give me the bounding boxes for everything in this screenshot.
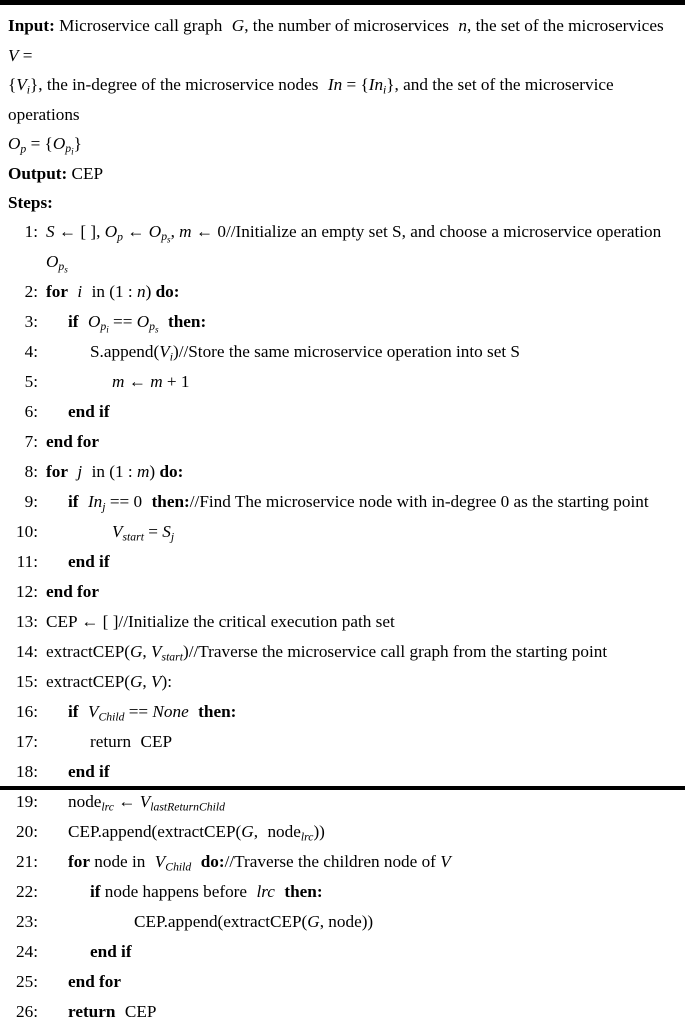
step-text: for node in $V_{Child}$ do://Traverse the children node of V [68, 852, 451, 874]
step-continuation-row [0, 247, 685, 277]
step-text: end for [46, 582, 99, 601]
step-number: 24: [16, 942, 38, 961]
step-number: 21: [16, 852, 38, 871]
step-row [0, 967, 685, 997]
step-text: CEP.append(extractCEP(G, node$_{lrc}$)) [68, 822, 325, 844]
step-number: 6: [24, 402, 38, 421]
step-text: $V_{start} = S_j$ [112, 522, 175, 544]
step-text: if $V_{Child}$ == None then: [68, 702, 237, 724]
step-text: end for [68, 972, 121, 991]
step-text: end if [68, 402, 110, 421]
bottom-rule [0, 786, 685, 790]
step-number: 22: [16, 882, 38, 901]
output-line [8, 159, 675, 189]
step-row [0, 667, 685, 697]
step-text: node$_{lrc}$ ← $V_{lastReturnChild}$ [68, 792, 225, 814]
input-line-continued-2: $O_p = \{O_{p_i}\}$ [8, 134, 82, 157]
step-row [0, 397, 685, 427]
step-row [0, 697, 685, 727]
step-text: if $O_{p_i} == O_{p_s}$ then: [68, 312, 207, 335]
step-row [0, 487, 685, 517]
step-text: m ← m + 1 [112, 372, 190, 391]
input-line-continued-1: $\{V_i\}$, the in-degree of the microservice nodes $In = \{In_i\}$, and the set of the microservice operations [8, 75, 614, 124]
step-row [0, 277, 685, 307]
step-text: if node happens before lrc then: [90, 882, 323, 901]
step-number: 14: [16, 642, 38, 661]
step-row [0, 637, 685, 667]
step-row [0, 847, 685, 877]
step-row [0, 937, 685, 967]
step-row [0, 307, 685, 337]
step-row [0, 787, 685, 817]
step-number: 15: [16, 672, 38, 691]
step-number: 3: [24, 312, 38, 331]
input-line: Input: Microservice call graph G, the number of microservices n, the set of the microservices V = [8, 16, 668, 65]
step-text: for i in (1 : n) do: [46, 282, 180, 301]
step-text: for j in (1 : m) do: [46, 462, 184, 481]
step-number: 4: [24, 342, 38, 361]
step-number: 18: [16, 762, 38, 781]
step-number: 1: [24, 222, 38, 241]
step-text: $S.append(V_i)/$/Store the same microservice operation into set S [90, 342, 520, 364]
step-row [0, 757, 685, 787]
step-row [0, 907, 685, 937]
step-row [0, 817, 685, 847]
step-text: CEP ← [ ]//Initialize the critical execution path set [46, 612, 395, 631]
step-number: 7: [24, 432, 38, 451]
step-row [0, 427, 685, 457]
algorithm-header [0, 5, 685, 188]
step-number: 2: [24, 282, 38, 301]
step-row [0, 547, 685, 577]
step-text: S ← [ ], $O_p$ ← $O_{p_s}$, m ← 0//Initialize an empty set S, and choose a microservice operation [46, 222, 662, 245]
step-number: 10: [16, 522, 38, 541]
step-text: if $In_j == 0$ then://Find The microservice node with in-degree 0 as the starting point [68, 492, 649, 514]
step-number: 19: [16, 792, 38, 811]
steps-label: Steps: [8, 193, 53, 212]
step-row [0, 457, 685, 487]
step-text: end if [90, 942, 132, 961]
step-number: 9: [24, 492, 38, 511]
step-number: 11: [16, 552, 38, 571]
step-continuation-gutter [0, 247, 46, 277]
step-row [0, 727, 685, 757]
step-continuation-text: $O_{p_s}$ [46, 252, 68, 275]
steps-list [0, 217, 685, 1027]
step-text: end if [68, 552, 110, 571]
step-row [0, 337, 685, 367]
output-label: Output: [8, 163, 68, 183]
output-value: CEP [71, 163, 104, 183]
step-row [0, 217, 685, 247]
step-number: 8: [24, 462, 38, 481]
step-row [0, 517, 685, 547]
step-row [0, 367, 685, 397]
step-text: end if [68, 762, 110, 781]
step-text: return CEP [90, 732, 173, 751]
step-row [0, 877, 685, 907]
step-number: 17: [16, 732, 38, 751]
step-number: 20: [16, 822, 38, 841]
step-text: end for [46, 432, 99, 451]
step-text: extractCEP(G, $V_{start})/$/Traverse the microservice call graph from the starting point [46, 642, 608, 664]
step-row [0, 577, 685, 607]
step-row [0, 607, 685, 637]
step-text: CEP.append(extractCEP(G, node)) [134, 912, 374, 931]
step-number: 5: [24, 372, 38, 391]
input-label: Input: [8, 16, 55, 35]
step-number: 16: [16, 702, 38, 721]
step-number: 26: [16, 1002, 38, 1021]
step-number: 12: [16, 582, 38, 601]
step-number: 23: [16, 912, 38, 931]
step-number: 13: [16, 612, 38, 631]
step-text: return CEP [68, 1002, 157, 1021]
step-text: extractCEP(G, V): [46, 672, 173, 691]
step-number: 25: [16, 972, 38, 991]
step-row [0, 997, 685, 1027]
